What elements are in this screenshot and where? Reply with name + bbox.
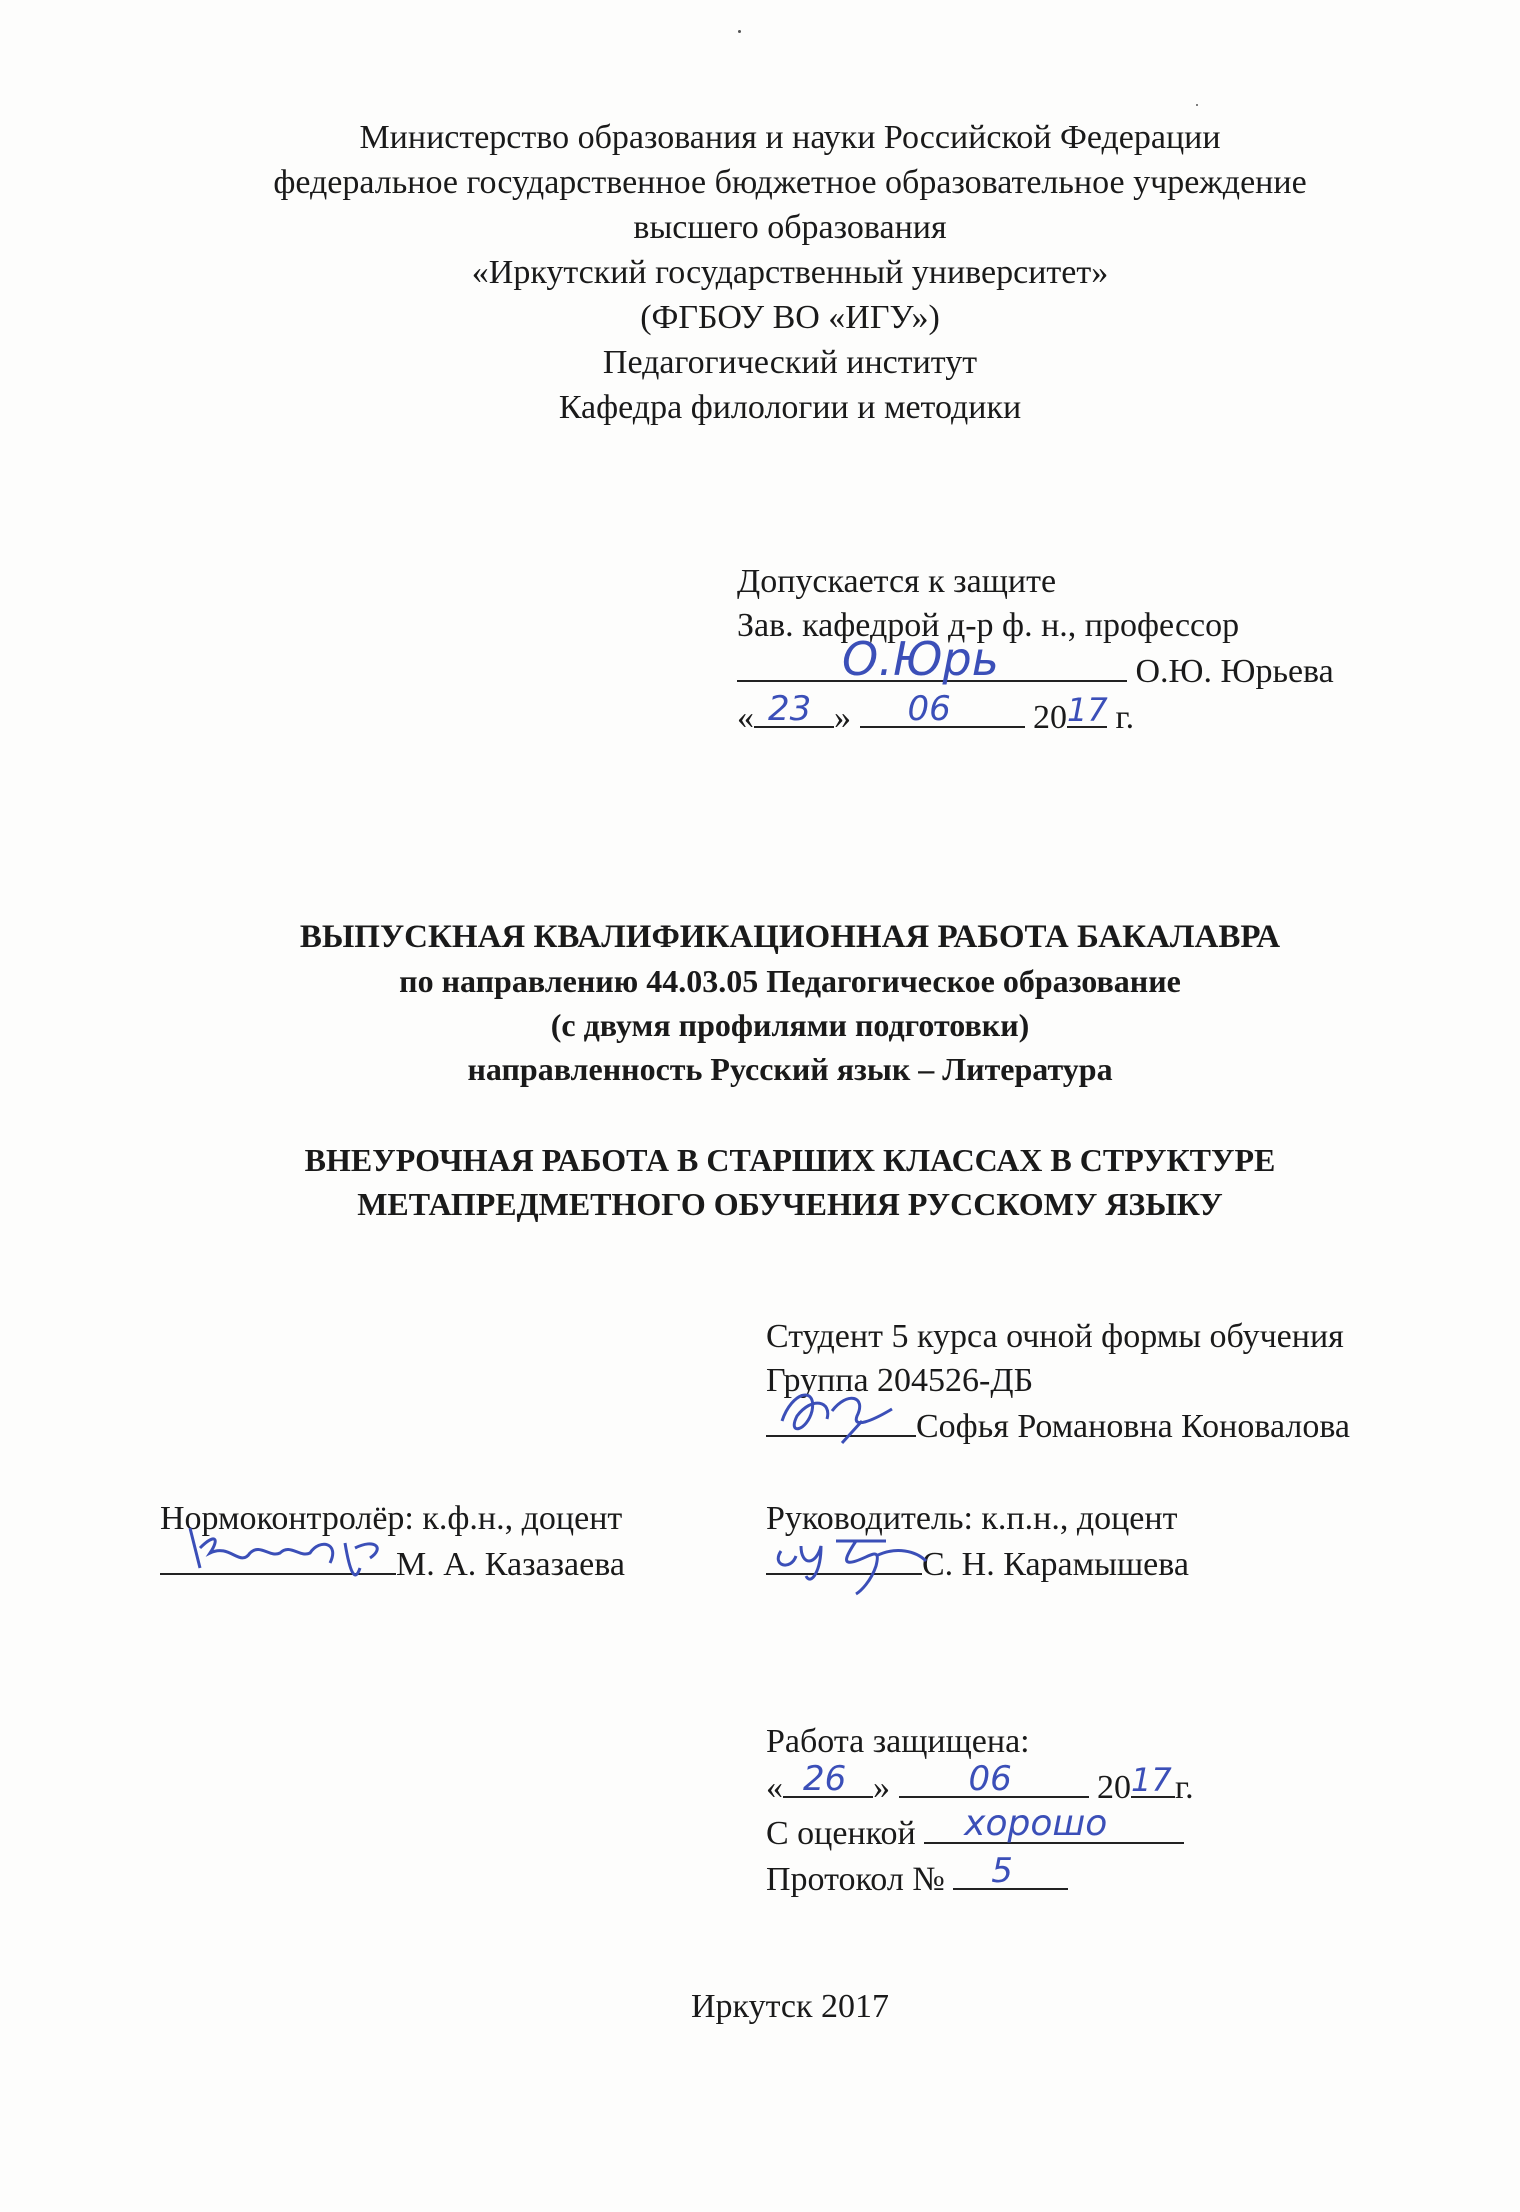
signature-blank	[737, 632, 1127, 686]
topic-line-1: ВНЕУРОЧНАЯ РАБОТА В СТАРШИХ КЛАССАХ В СТРУКТУРЕ	[304, 1142, 1276, 1178]
protocol-line	[766, 1851, 1194, 1902]
handwritten-year: 17	[1067, 691, 1108, 729]
year-suffix: г.	[1115, 699, 1135, 736]
orientation-line: направленность Русский язык – Литература	[467, 1051, 1113, 1087]
handwritten-month: 06	[907, 689, 951, 729]
year-suffix: г.	[1175, 1769, 1194, 1806]
year-blank	[1067, 691, 1108, 729]
approval-title: Допускается к защите	[737, 563, 1057, 600]
city-year: Иркутск 2017	[691, 1988, 889, 2025]
handwritten-year: 17	[1131, 1761, 1172, 1799]
month-blank	[860, 689, 1025, 729]
grade-label: С оценкой	[766, 1815, 916, 1852]
normcontrol-signature-blank	[160, 1541, 396, 1575]
defense-day-blank	[783, 1759, 873, 1799]
year-prefix: 20	[1097, 1769, 1131, 1806]
ministry-line: Министерство образования и науки Российской Федерации	[359, 119, 1221, 156]
scan-speck	[738, 30, 741, 33]
protocol-blank	[953, 1851, 1068, 1891]
supervisor-signature-icon	[766, 1516, 936, 1596]
approval-head-title: Зав. кафедрой д-р ф. н., профессор	[737, 607, 1240, 644]
student-signature-line	[766, 1403, 1350, 1449]
approval-signature-line	[737, 632, 1334, 694]
handwritten-grade: хорошо	[964, 1803, 1108, 1844]
normcontrol-signature-icon	[180, 1513, 410, 1583]
normcontrol-signature-line	[160, 1541, 625, 1587]
work-title-block	[0, 915, 1520, 1091]
university-name: «Иркутский государственный университет»	[471, 254, 1109, 291]
quote-close: »	[873, 1769, 890, 1806]
institute-name: Педагогический институт	[602, 344, 978, 381]
student-block	[766, 1315, 1350, 1449]
university-abbr: (ФГБОУ ВО «ИГУ»)	[640, 299, 940, 336]
grade-blank	[924, 1803, 1184, 1844]
handwritten-protocol-number: 5	[991, 1851, 1013, 1891]
student-signature-icon	[772, 1381, 922, 1447]
institution-type-line: федеральное государственное бюджетное образовательное учреждение	[273, 164, 1307, 201]
handwritten-month: 06	[968, 1759, 1012, 1799]
student-course: Студент 5 курса очной формы обучения	[766, 1318, 1344, 1355]
defense-title: Работа защищена:	[766, 1723, 1030, 1760]
supervisor-signature-line	[766, 1541, 1189, 1587]
normcontrol-name: М. А. Казазаева	[396, 1546, 625, 1583]
institution-header	[0, 115, 1520, 430]
quote-open: «	[737, 699, 754, 736]
defense-block	[766, 1720, 1194, 1902]
thesis-topic	[0, 1138, 1520, 1226]
supervisor-block	[766, 1497, 1189, 1587]
handwritten-day: 23	[768, 689, 812, 729]
head-name: О.Ю. Юрьева	[1135, 653, 1334, 690]
approval-date-line	[737, 689, 1334, 740]
topic-line-2: МЕТАПРЕДМЕТНОГО ОБУЧЕНИЯ РУССКОМУ ЯЗЫКУ	[357, 1186, 1223, 1222]
protocol-label: Протокол №	[766, 1861, 945, 1898]
department-name: Кафедра филологии и методики	[558, 389, 1022, 426]
defense-month-blank	[899, 1759, 1089, 1799]
supervisor-title: Руководитель: к.п.н., доцент	[766, 1500, 1178, 1537]
supervisor-name: С. Н. Карамышева	[922, 1546, 1189, 1583]
student-group: Группа 204526-ДБ	[766, 1362, 1034, 1399]
direction-line: по направлению 44.03.05 Педагогическое образование	[399, 963, 1181, 999]
grade-line	[766, 1803, 1194, 1856]
student-name: Софья Романовна Коновалова	[916, 1408, 1351, 1445]
quote-close: »	[834, 699, 851, 736]
quote-open: «	[766, 1769, 783, 1806]
education-level-line: высшего образования	[633, 209, 947, 246]
supervisor-signature-blank	[766, 1541, 922, 1575]
student-signature-blank	[766, 1403, 916, 1437]
normcontrol-title: Нормоконтролёр: к.ф.н., доцент	[160, 1500, 623, 1537]
work-type: ВЫПУСКНАЯ КВАЛИФИКАЦИОННАЯ РАБОТА БАКАЛАВРА	[299, 919, 1281, 955]
approval-block	[737, 560, 1334, 740]
profiles-line: (с двумя профилями подготовки)	[550, 1007, 1030, 1043]
defense-year-blank	[1131, 1761, 1175, 1799]
year-prefix: 20	[1033, 699, 1067, 736]
scan-speck	[1196, 104, 1198, 106]
normcontrol-block	[160, 1497, 625, 1587]
handwritten-day: 26	[803, 1759, 847, 1799]
day-blank	[754, 689, 834, 729]
head-signature: О.Юрь	[842, 632, 999, 686]
